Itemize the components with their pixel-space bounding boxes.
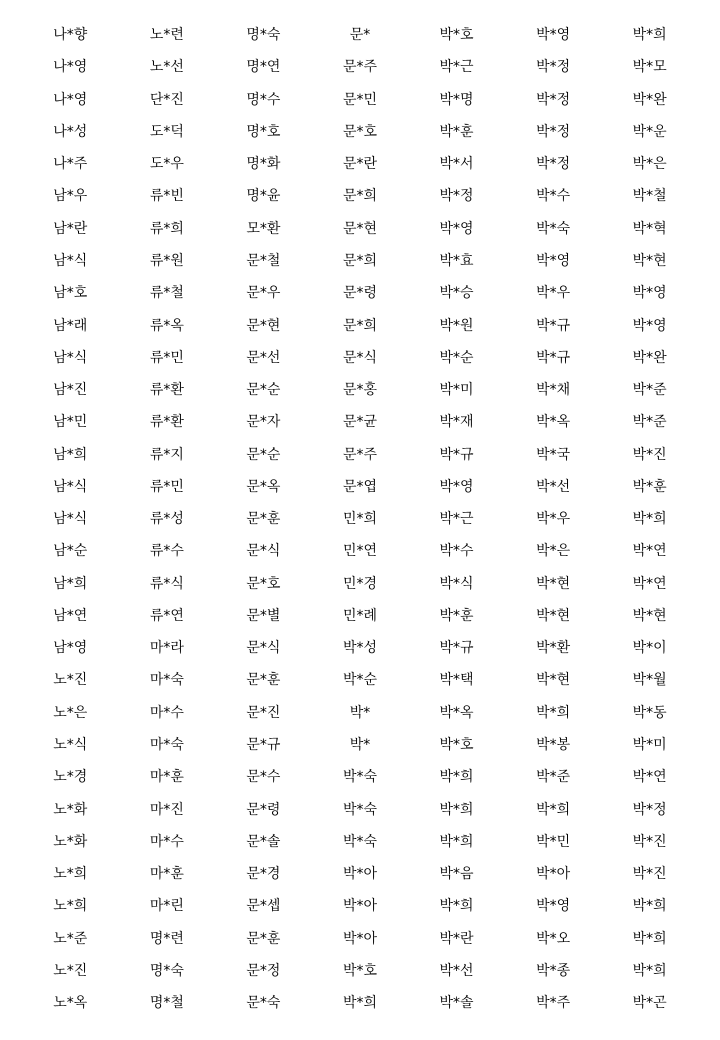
name-entry: 마*라: [149, 640, 184, 657]
name-entry: 박*완: [632, 91, 667, 108]
name-entry: 문*순: [246, 446, 281, 463]
name-entry: 문*셉: [246, 898, 281, 915]
name-entry: 남*연: [53, 607, 88, 624]
name-entry: 문*수: [246, 769, 281, 786]
name-entry: 박*규: [439, 446, 474, 463]
name-entry: 박*식: [439, 575, 474, 592]
name-entry: 박*완: [632, 349, 667, 366]
name-entry: 박*란: [439, 930, 474, 947]
name-entry: 명*연: [246, 59, 281, 76]
name-entry: 류*환: [149, 414, 184, 431]
name-entry: 명*철: [149, 995, 184, 1012]
name-entry: 문*규: [246, 736, 281, 753]
name-entry: 문*우: [246, 285, 281, 302]
name-entry: 박*선: [536, 478, 571, 495]
name-entry: 박*현: [632, 252, 667, 269]
name-entry: 문*호: [246, 575, 281, 592]
name-entry: 박*연: [632, 769, 667, 786]
name-entry: 문*진: [246, 704, 281, 721]
name-entry: 문*정: [246, 962, 281, 979]
name-entry: 박*숙: [342, 769, 377, 786]
name-entry: 박*운: [632, 123, 667, 140]
name-entry: 민*연: [342, 543, 377, 560]
name-entry: 박*영: [536, 252, 571, 269]
name-entry: 박*월: [632, 672, 667, 689]
name-entry: 박*숙: [342, 833, 377, 850]
name-entry: 명*수: [246, 91, 281, 108]
name-entry: 박*음: [439, 866, 474, 883]
name-entry: 박*숙: [342, 801, 377, 818]
name-entry: 박*규: [439, 640, 474, 657]
name-entry: 노*화: [53, 801, 88, 818]
name-entry: 박*민: [536, 833, 571, 850]
name-entry: 박*효: [439, 252, 474, 269]
name-entry: 박*근: [439, 511, 474, 528]
name-entry: 박*곤: [632, 995, 667, 1012]
name-entry: 박*정: [536, 91, 571, 108]
name-entry: 민*경: [342, 575, 377, 592]
name-entry: 박*숙: [536, 220, 571, 237]
name-entry: 문*란: [342, 156, 377, 173]
name-entry: 박*아: [536, 866, 571, 883]
name-entry: 박*미: [632, 736, 667, 753]
name-entry: 문*식: [246, 640, 281, 657]
name-entry: 박*채: [536, 382, 571, 399]
name-entry: 박*아: [342, 866, 377, 883]
name-entry: 박*원: [439, 317, 474, 334]
name-entry: 문*솔: [246, 833, 281, 850]
name-entry: 마*수: [149, 704, 184, 721]
name-entry: 박*승: [439, 285, 474, 302]
name-entry: 마*훈: [149, 769, 184, 786]
name-entry: 박*희: [536, 801, 571, 818]
name-entry: 박*아: [342, 930, 377, 947]
name-entry: 박*훈: [632, 478, 667, 495]
name-entry: 박*진: [632, 446, 667, 463]
name-entry: 문*별: [246, 607, 281, 624]
name-entry: 나*영: [53, 59, 88, 76]
name-entry: 박*혁: [632, 220, 667, 237]
name-entry: 노*준: [53, 930, 88, 947]
name-entry: 노*은: [53, 704, 88, 721]
name-entry: 박*정: [632, 801, 667, 818]
name-entry: 박*순: [342, 672, 377, 689]
name-entry: 박*희: [342, 995, 377, 1012]
name-entry: 박*희: [632, 930, 667, 947]
name-entry: 박*준: [632, 414, 667, 431]
name-entry: 나*주: [53, 156, 88, 173]
name-entry: 나*향: [53, 27, 88, 44]
name-entry: 남*호: [53, 285, 88, 302]
name-entry: 박*영: [439, 478, 474, 495]
name-entry: 노*선: [149, 59, 184, 76]
name-entry: 문*숙: [246, 995, 281, 1012]
name-entry: 류*옥: [149, 317, 184, 334]
name-entry: 노*옥: [53, 995, 88, 1012]
name-entry: 남*래: [53, 317, 88, 334]
name-entry: 박*수: [536, 188, 571, 205]
name-entry: 박*준: [536, 769, 571, 786]
name-entry: 남*영: [53, 640, 88, 657]
name-entry: 모*환: [246, 220, 281, 237]
name-entry: 마*진: [149, 801, 184, 818]
name-entry: 박*영: [632, 317, 667, 334]
name-entry: 박*옥: [439, 704, 474, 721]
name-entry: 남*식: [53, 511, 88, 528]
name-entry: 남*식: [53, 349, 88, 366]
name-entry: 박*호: [439, 27, 474, 44]
name-entry: 류*성: [149, 511, 184, 528]
name-entry: 류*원: [149, 252, 184, 269]
name-entry: 박*영: [536, 898, 571, 915]
name-entry: 문*령: [246, 801, 281, 818]
name-entry: 도*우: [149, 156, 184, 173]
name-entry: 박*택: [439, 672, 474, 689]
name-entry: 마*린: [149, 898, 184, 915]
name-entry: 노*련: [149, 27, 184, 44]
name-entry: 박*미: [439, 382, 474, 399]
name-entry: 명*화: [246, 156, 281, 173]
name-entry: 박*아: [342, 898, 377, 915]
name-entry: 박*선: [439, 962, 474, 979]
name-entry: 박*준: [632, 382, 667, 399]
name-entry: 류*식: [149, 575, 184, 592]
name-entry: 박*진: [632, 866, 667, 883]
name-entry: 문*훈: [246, 930, 281, 947]
name-entry: 문*식: [246, 543, 281, 560]
name-entry: 박*호: [342, 962, 377, 979]
name-entry: 류*연: [149, 607, 184, 624]
name-entry: 박*호: [439, 736, 474, 753]
name-entry: 박*성: [342, 640, 377, 657]
name-entry: 노*식: [53, 736, 88, 753]
name-entry: 문*희: [342, 317, 377, 334]
name-entry: 문*철: [246, 252, 281, 269]
name-entry: 류*환: [149, 382, 184, 399]
name-entry: 박*순: [439, 349, 474, 366]
name-entry: 박*: [349, 704, 371, 721]
name-entry: 류*지: [149, 446, 184, 463]
name-entry: 문*주: [342, 59, 377, 76]
name-entry: 문*령: [342, 285, 377, 302]
name-entry: 박*희: [632, 511, 667, 528]
name-entry: 노*희: [53, 898, 88, 915]
name-entry: 박*희: [439, 769, 474, 786]
name-entry: 박*옥: [536, 414, 571, 431]
name-entry: 남*희: [53, 446, 88, 463]
name-entry: 명*호: [246, 123, 281, 140]
name-entry: 박*규: [536, 349, 571, 366]
name-entry: 박*오: [536, 930, 571, 947]
name-entry: 박*현: [536, 575, 571, 592]
name-entry: 노*경: [53, 769, 88, 786]
name-entry: 박*현: [632, 607, 667, 624]
name-entry: 남*식: [53, 252, 88, 269]
name-entry: 박*진: [632, 833, 667, 850]
name-entry: 도*덕: [149, 123, 184, 140]
name-entry: 문*희: [342, 188, 377, 205]
name-entry: 박*동: [632, 704, 667, 721]
name-entry: 박*이: [632, 640, 667, 657]
name-entry: 남*순: [53, 543, 88, 560]
name-entry: 박*희: [632, 898, 667, 915]
name-entry: 문*: [349, 27, 371, 44]
name-entry: 박*훈: [439, 607, 474, 624]
name-entry: 남*식: [53, 478, 88, 495]
name-entry: 문*엽: [342, 478, 377, 495]
name-entry: 박*영: [439, 220, 474, 237]
name-entry: 민*희: [342, 511, 377, 528]
name-entry: 마*훈: [149, 866, 184, 883]
name-entry: 단*진: [149, 91, 184, 108]
name-entry: 명*숙: [246, 27, 281, 44]
name-entry: 노*진: [53, 962, 88, 979]
name-entry: 문*현: [246, 317, 281, 334]
name-entry: 나*성: [53, 123, 88, 140]
name-entry: 박*서: [439, 156, 474, 173]
name-entry: 문*옥: [246, 478, 281, 495]
name-entry: 마*숙: [149, 736, 184, 753]
name-entry: 류*민: [149, 478, 184, 495]
name-entry: 문*순: [246, 382, 281, 399]
name-entry: 문*훈: [246, 511, 281, 528]
name-entry: 명*윤: [246, 188, 281, 205]
name-entry: 박*희: [439, 833, 474, 850]
name-entry: 남*민: [53, 414, 88, 431]
name-entry: 박*환: [536, 640, 571, 657]
name-entry: 문*홍: [342, 382, 377, 399]
name-entry: 노*화: [53, 833, 88, 850]
name-entry: 박*정: [439, 188, 474, 205]
name-entry: 박*규: [536, 317, 571, 334]
name-entry: 박*현: [536, 607, 571, 624]
name-entry: 박*철: [632, 188, 667, 205]
name-entry: 남*진: [53, 382, 88, 399]
name-entry: 박*근: [439, 59, 474, 76]
name-entry: 박*연: [632, 575, 667, 592]
name-entry: 류*빈: [149, 188, 184, 205]
name-entry: 박*희: [632, 962, 667, 979]
name-entry: 나*영: [53, 91, 88, 108]
name-entry: 박*솔: [439, 995, 474, 1012]
name-entry: 남*란: [53, 220, 88, 237]
name-entry: 문*훈: [246, 672, 281, 689]
name-entry: 민*례: [342, 607, 377, 624]
name-entry: 박*희: [439, 898, 474, 915]
name-entry: 박*우: [536, 285, 571, 302]
name-entry: 박*현: [536, 672, 571, 689]
name-entry: 노*진: [53, 672, 88, 689]
name-entry: 문*주: [342, 446, 377, 463]
name-entry: 류*철: [149, 285, 184, 302]
name-entry: 박*수: [439, 543, 474, 560]
name-entry: 문*경: [246, 866, 281, 883]
name-entry: 박*은: [632, 156, 667, 173]
name-entry: 박*국: [536, 446, 571, 463]
name-entry: 박*희: [439, 801, 474, 818]
name-entry: 박*희: [632, 27, 667, 44]
name-entry: 박*희: [536, 704, 571, 721]
name-entry: 박*정: [536, 123, 571, 140]
name-entry: 박*주: [536, 995, 571, 1012]
name-entry: 문*균: [342, 414, 377, 431]
name-entry: 박*연: [632, 543, 667, 560]
name-entry: 박*재: [439, 414, 474, 431]
name-entry: 문*희: [342, 252, 377, 269]
name-entry: 박*봉: [536, 736, 571, 753]
name-entry: 문*선: [246, 349, 281, 366]
name-entry: 남*희: [53, 575, 88, 592]
name-entry: 박*정: [536, 156, 571, 173]
name-entry: 마*숙: [149, 672, 184, 689]
name-entry: 류*수: [149, 543, 184, 560]
name-entry: 문*현: [342, 220, 377, 237]
name-entry: 박*종: [536, 962, 571, 979]
name-entry: 박*명: [439, 91, 474, 108]
name-entry: 박*영: [536, 27, 571, 44]
name-entry: 류*희: [149, 220, 184, 237]
name-entry: 남*우: [53, 188, 88, 205]
name-entry: 박*우: [536, 511, 571, 528]
name-entry: 문*자: [246, 414, 281, 431]
name-entry: 박*모: [632, 59, 667, 76]
name-entry: 박*: [349, 736, 371, 753]
name-entry: 문*식: [342, 349, 377, 366]
name-entry: 문*민: [342, 91, 377, 108]
name-entry: 박*정: [536, 59, 571, 76]
name-entry: 박*훈: [439, 123, 474, 140]
name-entry: 마*수: [149, 833, 184, 850]
name-entry: 명*련: [149, 930, 184, 947]
name-entry: 노*희: [53, 866, 88, 883]
name-entry: 박*영: [632, 285, 667, 302]
name-entry: 문*호: [342, 123, 377, 140]
name-entry: 명*숙: [149, 962, 184, 979]
name-entry: 박*은: [536, 543, 571, 560]
name-list-grid: [22, 19, 698, 1019]
name-entry: 류*민: [149, 349, 184, 366]
